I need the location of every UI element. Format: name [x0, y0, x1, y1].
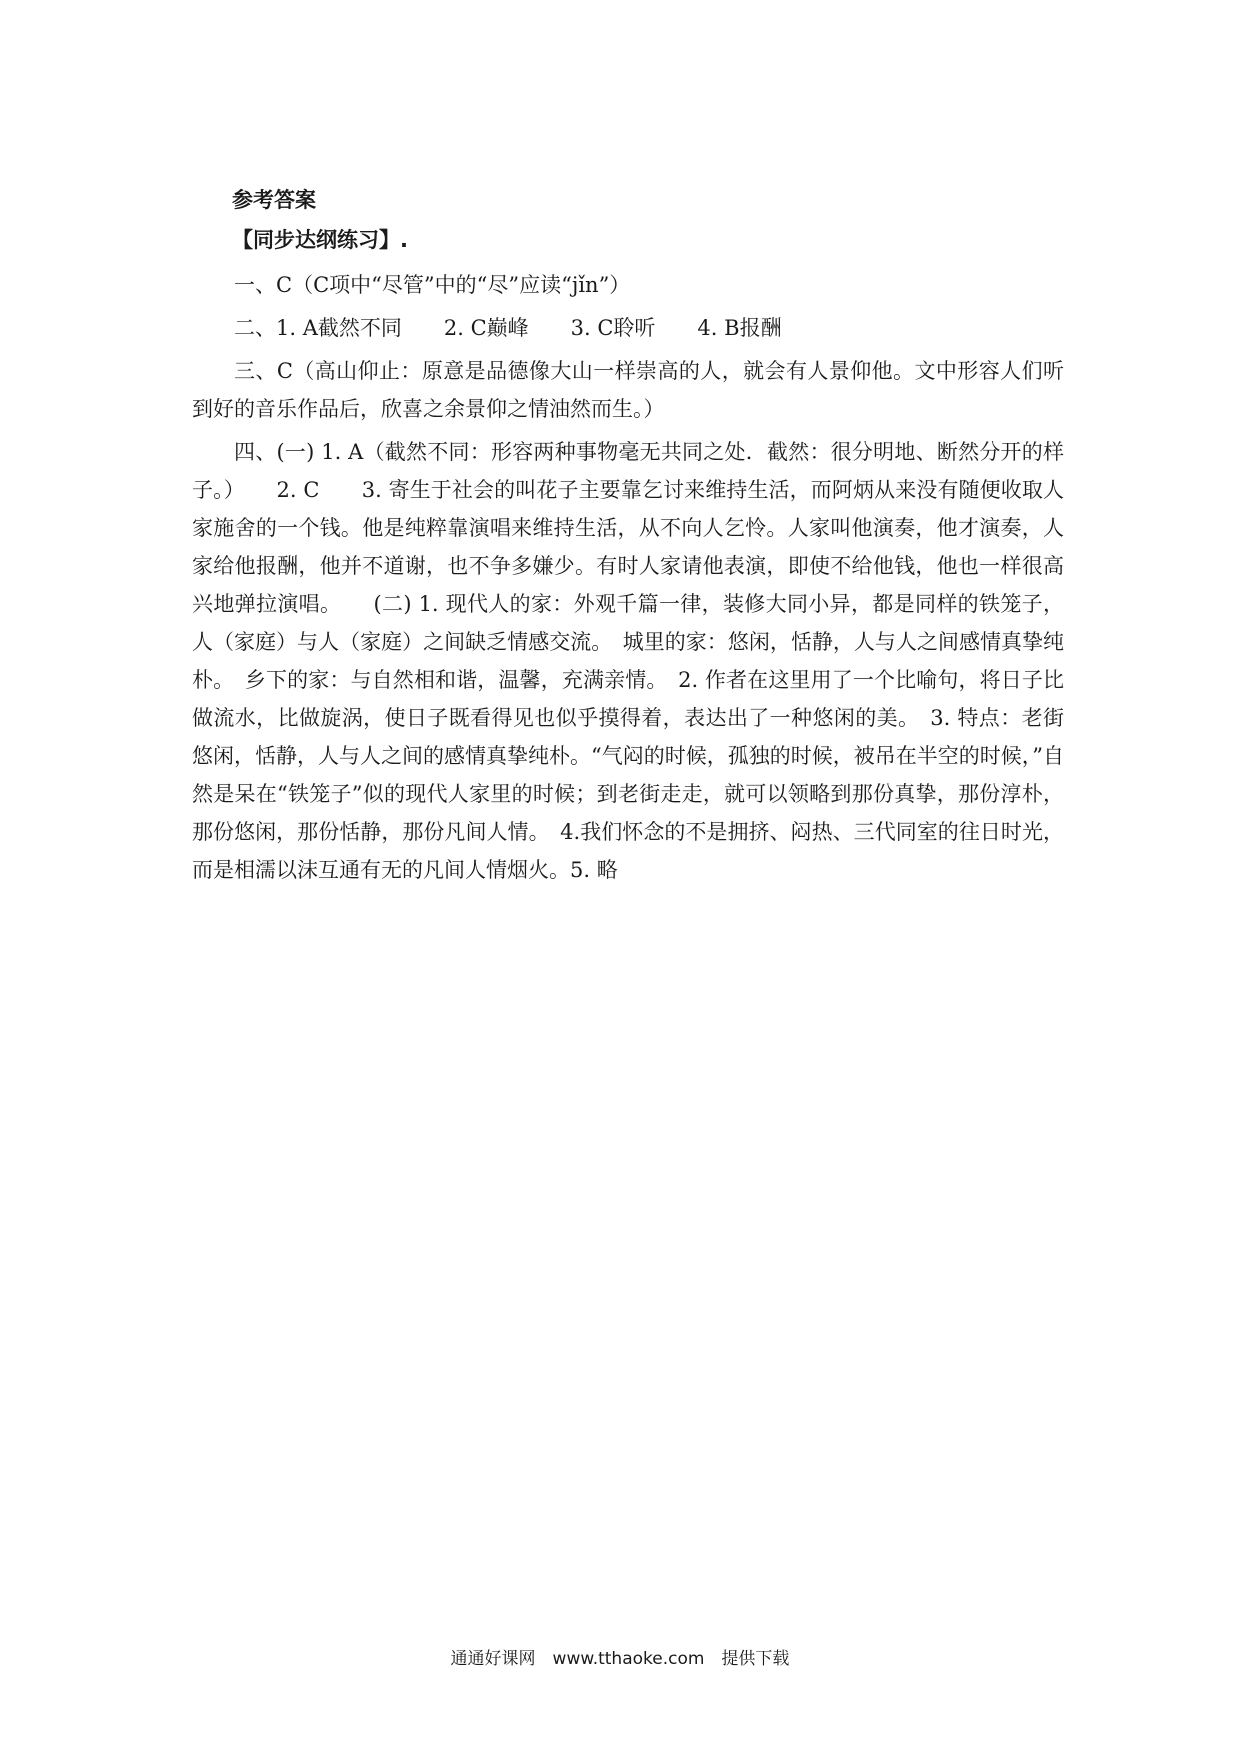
answer-paragraph-1: 一、C（C项中“尽管”中的“尽”应读“jǐn”）: [234, 273, 631, 297]
page-footer: 通通好课网 www.tthaoke.com 提供下载: [450, 1649, 790, 1669]
answer-paragraph-4: 四、(一) 1. A（截然不同：形容两种事物毫无共同之处．截然：很分明地、断然分开的样子。） 2. C 3. 寄生于社会的叫花子主要靠乞讨来维持生活，而阿炳从来没有随便收取人家施舍的一个钱。他是纯粹靠演唱来维持生活，从不向人乞怜。人家叫他演奏，他才演奏，人家给他报酬，他并不道谢，也不争多嫌少。有时人家请他表演，即使不给他钱，他也一样很高兴地弹拉演唱。 (二) 1. 现代人的家：外观千篇一律，装修大同小异，都是同样的铁笼子，人（家庭）与人（家庭）之间缺乏情感交流。 城里的家：悠闲，恬静，人与人之间感情真挚纯朴。 乡下的家：与自然相和谐，温馨，充满亲情。 2. 作者在这里用了一个比喻句，将日子比做流水，比做旋涡，使日子既看得见也似乎摸得着，表达出了一种悠闲的美。 3. 特点：老街悠闲，恬静，人与人之间的感情真挚纯朴。“气闷的时候，孤独的时候，被吊在半空的时候，”自然是呆在“铁笼子”似的现代人家里的时候；到老街走走，就可以领略到那份真挚，那份淳朴，那份悠闲，那份恬静，那份凡间人情。 4.我们怀念的不是拥挤、闷热、三代同室的往日时光，而是相濡以沫互通有无的凡间人情烟火。5. 略: [192, 440, 1064, 882]
answer-section: [192, 182, 1064, 894]
answer-paragraph-2: 二、1. A截然不同 2. C巅峰 3. C聆听 4. B报酬: [234, 316, 782, 340]
section-title: 【同步达纲练习】.: [232, 228, 408, 252]
answer-paragraph-3: 三、C（高山仰止：原意是品德像大山一样崇高的人，就会有人景仰他。文中形容人们听到好的音乐作品后，欣喜之余景仰之情油然而生。）: [192, 359, 1064, 421]
page-title: 参考答案: [232, 188, 316, 212]
